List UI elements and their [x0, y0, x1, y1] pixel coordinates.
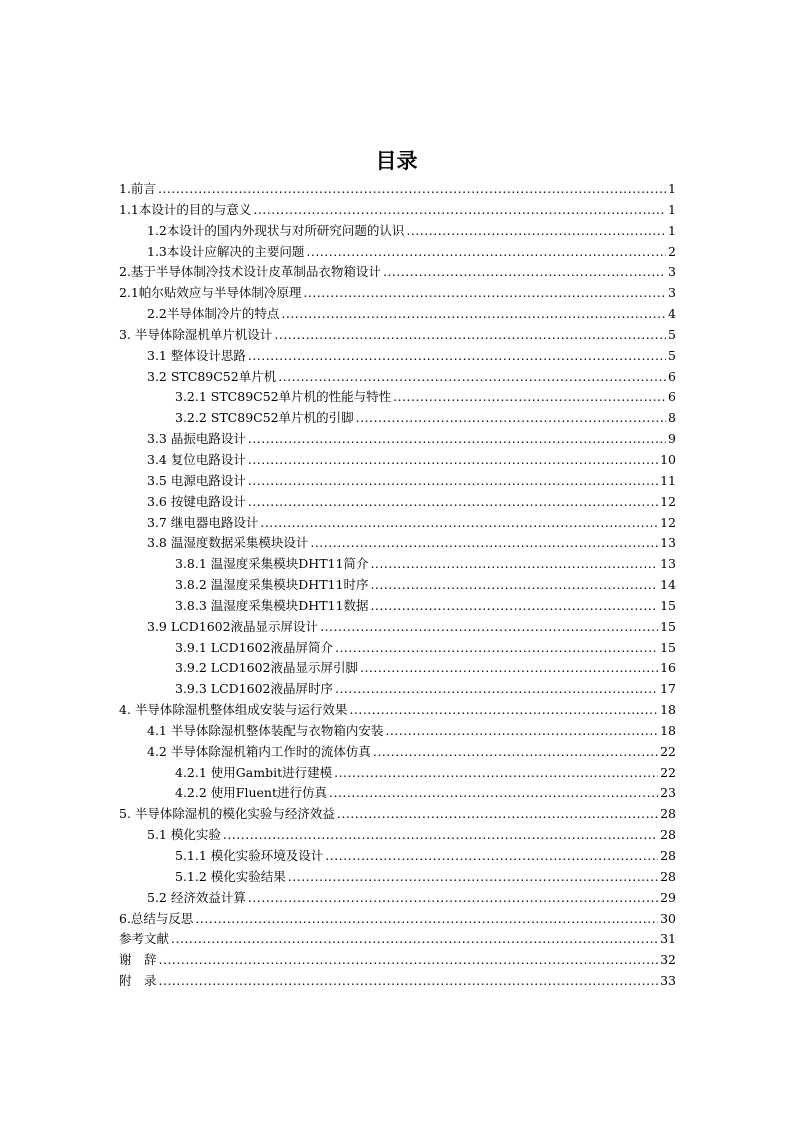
toc-entry-title: 3.3 晶振电路设计 — [147, 431, 246, 447]
toc-dot-leader — [383, 262, 666, 283]
toc-dot-leader — [159, 950, 659, 971]
toc-dot-leader — [158, 179, 666, 200]
toc-dot-leader — [370, 596, 658, 617]
toc-page-number: 29 — [660, 889, 676, 905]
toc-dot-leader — [260, 513, 658, 534]
toc-page-number: 23 — [660, 785, 676, 801]
toc-entry-title: 3.2.2 STC89C52单片机的引脚 — [175, 410, 354, 426]
toc-entry-title: 4. 半导体除湿机整体组成安装与运行效果 — [119, 702, 348, 718]
toc-entry-title: 3.5 电源电路设计 — [147, 472, 246, 488]
toc-entry-title: 3.8.3 温湿度采集模块DHT11数据 — [175, 597, 369, 613]
toc-dot-leader — [306, 242, 666, 263]
toc-entry-title: 2.基于半导体制冷技术设计皮革制品衣物箱设计 — [119, 264, 381, 280]
toc-entry[interactable] — [119, 742, 676, 763]
toc-entry[interactable] — [119, 700, 676, 721]
toc-dot-leader — [320, 617, 658, 638]
toc-page-number: 2 — [668, 243, 676, 259]
toc-entry-title: 1.2本设计的国内外现状与对所研究问题的认识 — [147, 222, 405, 238]
toc-dot-leader — [274, 325, 666, 346]
toc-dot-leader — [248, 492, 658, 513]
toc-entry-title: 5.1.2 模化实验结果 — [175, 868, 286, 884]
toc-dot-leader — [393, 387, 666, 408]
toc-page-number: 32 — [660, 952, 676, 968]
toc-dot-leader — [337, 804, 658, 825]
toc-page-number: 8 — [668, 410, 676, 426]
toc-entry[interactable] — [119, 888, 676, 909]
toc-entry-title: 3.8.2 温湿度采集模块DHT11时序 — [175, 577, 369, 593]
toc-entry-title: 3.9.2 LCD1602液晶显示屏引脚 — [175, 660, 358, 676]
toc-dot-leader — [248, 450, 658, 471]
toc-page-number: 9 — [668, 431, 676, 447]
toc-entry[interactable] — [119, 554, 676, 575]
toc-entry[interactable] — [119, 533, 676, 554]
toc-entry[interactable] — [119, 846, 676, 867]
toc-dot-leader — [310, 533, 658, 554]
toc-page-number: 22 — [660, 764, 676, 780]
toc-entry[interactable] — [119, 575, 676, 596]
toc-dot-leader — [370, 554, 658, 575]
toc-entry-title: 附 录 — [119, 973, 157, 989]
toc-entry[interactable] — [119, 909, 676, 930]
toc-entry-title: 5.1 模化实验 — [147, 827, 221, 843]
toc-dot-leader — [335, 679, 658, 700]
toc-entry[interactable] — [119, 596, 676, 617]
toc-page-number: 15 — [660, 618, 676, 634]
toc-dot-leader — [329, 783, 658, 804]
toc-entry[interactable] — [119, 283, 676, 304]
toc-page-number: 1 — [668, 201, 676, 217]
toc-dot-leader — [356, 408, 666, 429]
toc-entry-title: 3.9 LCD1602液晶显示屏设计 — [147, 618, 319, 634]
toc-entry[interactable] — [119, 325, 676, 346]
toc-entry[interactable] — [119, 221, 676, 242]
toc-entry[interactable] — [119, 429, 676, 450]
toc-dot-leader — [278, 367, 666, 388]
toc-page-number: 18 — [660, 702, 676, 718]
toc-dot-leader — [370, 575, 658, 596]
toc-page-number: 22 — [660, 743, 676, 759]
toc-dot-leader — [360, 658, 658, 679]
toc-page-number: 17 — [660, 681, 676, 697]
toc-entry[interactable] — [119, 971, 676, 992]
toc-entry-title: 5. 半导体除湿机的模化实验与经济效益 — [119, 806, 335, 822]
toc-entry[interactable] — [119, 867, 676, 888]
toc-dot-leader — [248, 429, 666, 450]
toc-entry[interactable] — [119, 346, 676, 367]
toc-entry[interactable] — [119, 200, 676, 221]
toc-entry-title: 3.7 继电器电路设计 — [147, 514, 259, 530]
toc-dot-leader — [325, 846, 658, 867]
toc-page-number: 31 — [660, 931, 676, 947]
toc-entry-title: 3.9.3 LCD1602液晶屏时序 — [175, 681, 333, 697]
table-of-contents — [119, 179, 676, 992]
toc-page-number: 5 — [668, 347, 676, 363]
toc-entry-title: 1.前言 — [119, 181, 156, 196]
toc-entry[interactable] — [119, 242, 676, 263]
toc-page-number: 33 — [660, 973, 676, 989]
toc-entry-title: 3.6 按键电路设计 — [147, 493, 246, 509]
toc-entry-title: 2.2半导体制冷片的特点 — [147, 306, 280, 322]
toc-dot-leader — [303, 283, 666, 304]
toc-entry[interactable] — [119, 450, 676, 471]
toc-entry[interactable] — [119, 262, 676, 283]
toc-entry[interactable] — [119, 617, 676, 638]
toc-page-number: 28 — [660, 848, 676, 863]
toc-entry-title: 4.1 半导体除湿机整体装配与衣物箱内安装 — [147, 722, 384, 738]
toc-entry-title: 2.1帕尔贴效应与半导体制冷原理 — [119, 285, 302, 301]
toc-dot-leader — [385, 721, 658, 742]
toc-entry-title: 5.2 经济效益计算 — [147, 889, 246, 905]
toc-entry-title: 参考文献 — [119, 931, 170, 947]
toc-entry[interactable] — [119, 763, 676, 784]
toc-page-number: 3 — [668, 264, 676, 280]
toc-entry-title: 3.2.1 STC89C52单片机的性能与特性 — [175, 389, 392, 405]
toc-entry-title: 1.3本设计应解决的主要问题 — [147, 243, 305, 259]
toc-page-number: 5 — [668, 326, 676, 342]
toc-dot-leader — [334, 763, 658, 784]
toc-page-number: 11 — [660, 472, 676, 488]
toc-entry-title: 3.1 整体设计思路 — [147, 347, 246, 363]
toc-page-number: 14 — [660, 577, 676, 593]
toc-page-number: 4 — [668, 306, 676, 322]
toc-entry[interactable] — [119, 638, 676, 659]
toc-entry-title: 3.2 STC89C52单片机 — [147, 368, 277, 384]
toc-page-number: 15 — [660, 639, 676, 655]
toc-page-number: 13 — [660, 535, 676, 551]
toc-entry[interactable] — [119, 179, 676, 200]
toc-dot-leader — [223, 825, 658, 846]
toc-dot-leader — [335, 638, 658, 659]
toc-entry-title: 3.8.1 温湿度采集模块DHT11简介 — [175, 556, 369, 572]
toc-page-number: 3 — [668, 285, 676, 301]
toc-entry[interactable] — [119, 679, 676, 700]
toc-dot-leader — [171, 929, 658, 950]
toc-page-number: 10 — [660, 451, 676, 467]
toc-dot-leader — [349, 700, 658, 721]
toc-page-number: 18 — [660, 722, 676, 738]
toc-page-number: 12 — [660, 514, 676, 530]
toc-dot-leader — [373, 742, 658, 763]
toc-dot-leader — [248, 888, 658, 909]
toc-dot-leader — [248, 346, 666, 367]
toc-entry[interactable] — [119, 387, 676, 408]
page-title: 目录 — [375, 149, 418, 173]
toc-entry[interactable] — [119, 492, 676, 513]
toc-entry[interactable] — [119, 929, 676, 950]
toc-page-number: 1 — [668, 181, 676, 196]
toc-entry-title: 4.2.2 使用Fluent进行仿真 — [175, 785, 327, 801]
toc-entry-title: 3.9.1 LCD1602液晶屏简介 — [175, 639, 333, 655]
toc-page-number: 16 — [660, 660, 676, 676]
toc-dot-leader — [281, 304, 666, 325]
toc-entry[interactable] — [119, 825, 676, 846]
toc-entry-title: 3. 半导体除湿机单片机设计 — [119, 326, 273, 342]
toc-page-number: 15 — [660, 597, 676, 613]
toc-entry[interactable] — [119, 658, 676, 679]
toc-page-number: 12 — [660, 493, 676, 509]
toc-entry[interactable] — [119, 513, 676, 534]
toc-dot-leader — [195, 909, 658, 930]
toc-entry-title: 4.2 半导体除湿机箱内工作时的流体仿真 — [147, 743, 371, 759]
toc-page-number: 28 — [660, 806, 676, 822]
toc-entry-title: 6.总结与反思 — [119, 910, 194, 926]
toc-dot-leader — [159, 971, 659, 992]
toc-entry[interactable] — [119, 804, 676, 825]
toc-page-number: 6 — [668, 389, 676, 405]
toc-entry[interactable] — [119, 304, 676, 325]
toc-entry[interactable] — [119, 471, 676, 492]
toc-entry[interactable] — [119, 950, 676, 971]
toc-entry[interactable] — [119, 367, 676, 388]
toc-page-number: 28 — [660, 827, 676, 843]
toc-entry-title: 3.8 温湿度数据采集模块设计 — [147, 535, 309, 551]
toc-entry-title: 4.2.1 使用Gambit进行建模 — [175, 764, 333, 780]
toc-page-number: 6 — [668, 368, 676, 384]
toc-page-number: 28 — [660, 868, 676, 884]
toc-page-number: 1 — [668, 222, 676, 238]
toc-dot-leader — [248, 471, 658, 492]
toc-entry[interactable] — [119, 721, 676, 742]
toc-entry-title: 5.1.1 模化实验环境及设计 — [175, 848, 324, 863]
toc-entry-title: 1.1本设计的目的与意义 — [119, 201, 252, 217]
toc-page-number: 13 — [660, 556, 676, 572]
toc-entry-title: 3.4 复位电路设计 — [147, 451, 246, 467]
toc-entry-title: 谢 辞 — [119, 952, 157, 968]
toc-entry[interactable] — [119, 783, 676, 804]
toc-page-number: 30 — [660, 910, 676, 926]
toc-dot-leader — [253, 200, 666, 221]
toc-dot-leader — [406, 221, 666, 242]
toc-dot-leader — [288, 867, 658, 888]
toc-entry[interactable] — [119, 408, 676, 429]
